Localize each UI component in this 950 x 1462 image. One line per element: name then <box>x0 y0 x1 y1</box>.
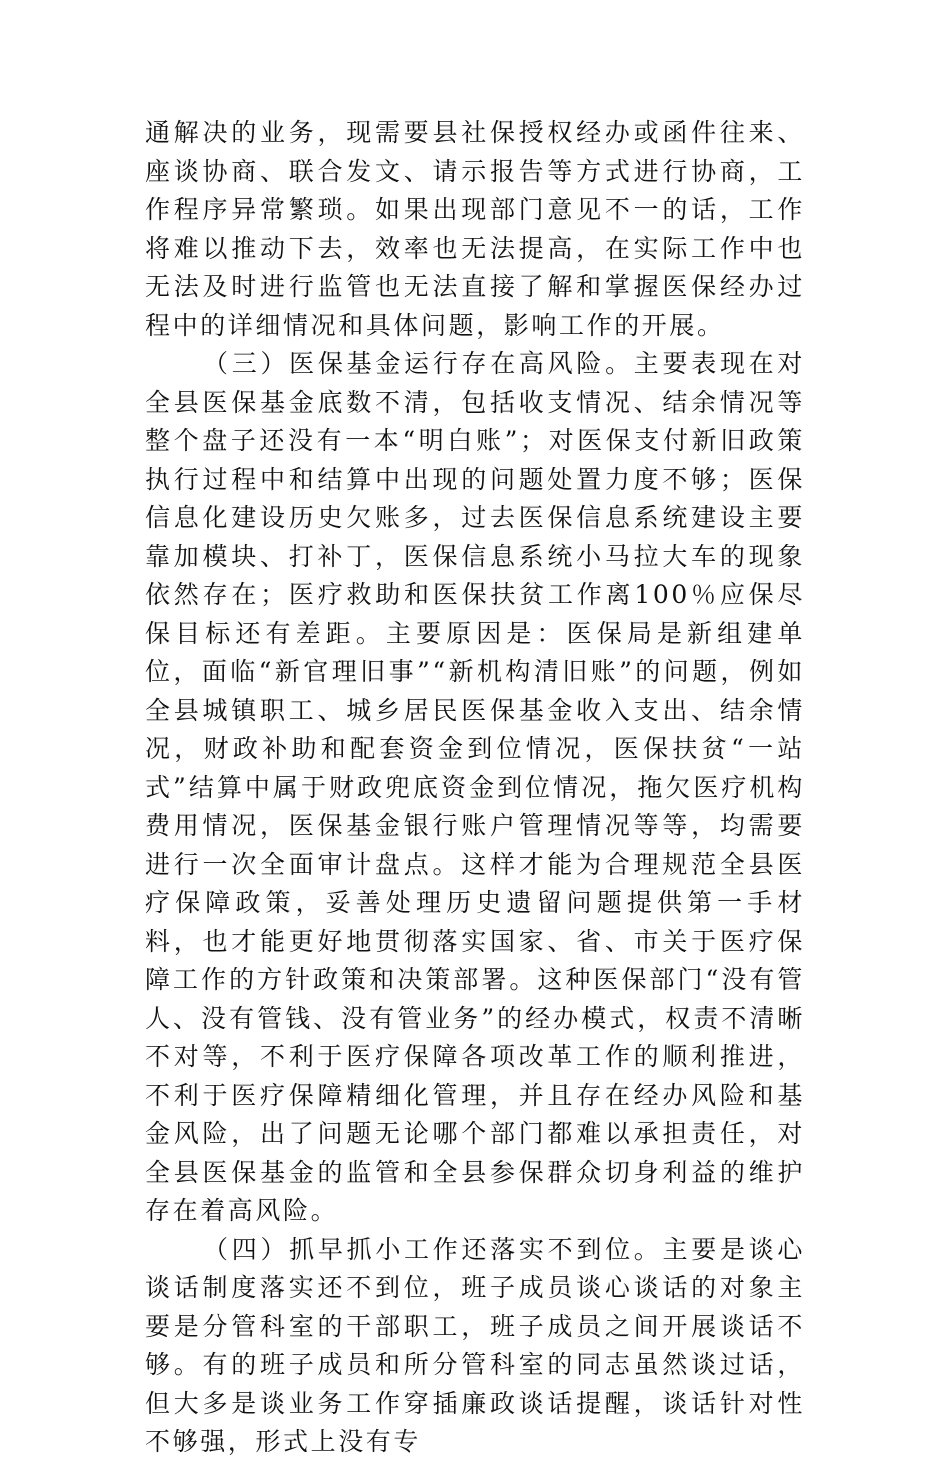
document-body <box>145 114 805 1462</box>
paragraph-continuation: 通解决的业务，现需要县社保授权经办或函件往来、座谈协商、联合发文、请示报告等方式进行协商，工作程序异常繁琐。如果出现部门意见不一的话，工作将难以推动下去，效率也无法提高，在实际工作中也无法及时进行监管也无法直接了解和掌握医保经办过程中的详细情况和具体问题，影响工作的开展。 <box>145 118 805 340</box>
paragraph-section-four: （四）抓早抓小工作还落实不到位。主要是谈心谈话制度落实还不到位，班子成员谈心谈话的对象主要是分管科室的干部职工，班子成员之间开展谈话不够。有的班子成员和所分管科室的同志虽然谈过话，但大多是谈业务工作穿插廉政谈话提醒，谈话针对性不够强，形式上没有专 <box>145 1234 805 1456</box>
paragraph-section-three: （三）医保基金运行存在高风险。主要表现在对全县医保基金底数不清，包括收支情况、结余情况等整个盘子还没有一本“明白账”；对医保支付新旧政策执行过程中和结算中出现的问题处置力度不够；医保信息化建设历史欠账多，过去医保信息系统建设主要靠加模块、打补丁，医保信息系统小马拉大车的现象依然存在；医疗救助和医保扶贫工作离100％应保尽保目标还有差距。主要原因是：医保局是新组建单位，面临“新官理旧事”“新机构清旧账”的问题，例如全县城镇职工、城乡居民医保基金收入支出、结余情况，财政补助和配套资金到位情况，医保扶贫“一站式”结算中属于财政兜底资金到位情况，拖欠医疗机构费用情况，医保基金银行账户管理情况等等，均需要进行一次全面审计盘点。这样才能为合理规范全县医疗保障政策，妥善处理历史遗留问题提供第一手材料，也才能更好地贯彻落实国家、省、市关于医疗保障工作的方针政策和决策部署。这种医保部门“没有管人、没有管钱、没有管业务”的经办模式，权责不清晰不对等，不利于医疗保障各项改革工作的顺利推进，不利于医疗保障精细化管理，并且存在经办风险和基金风险，出了问题无论哪个部门都难以承担责任，对全县医保基金的监管和全县参保群众切身利益的维护存在着高风险。 <box>145 349 805 1225</box>
